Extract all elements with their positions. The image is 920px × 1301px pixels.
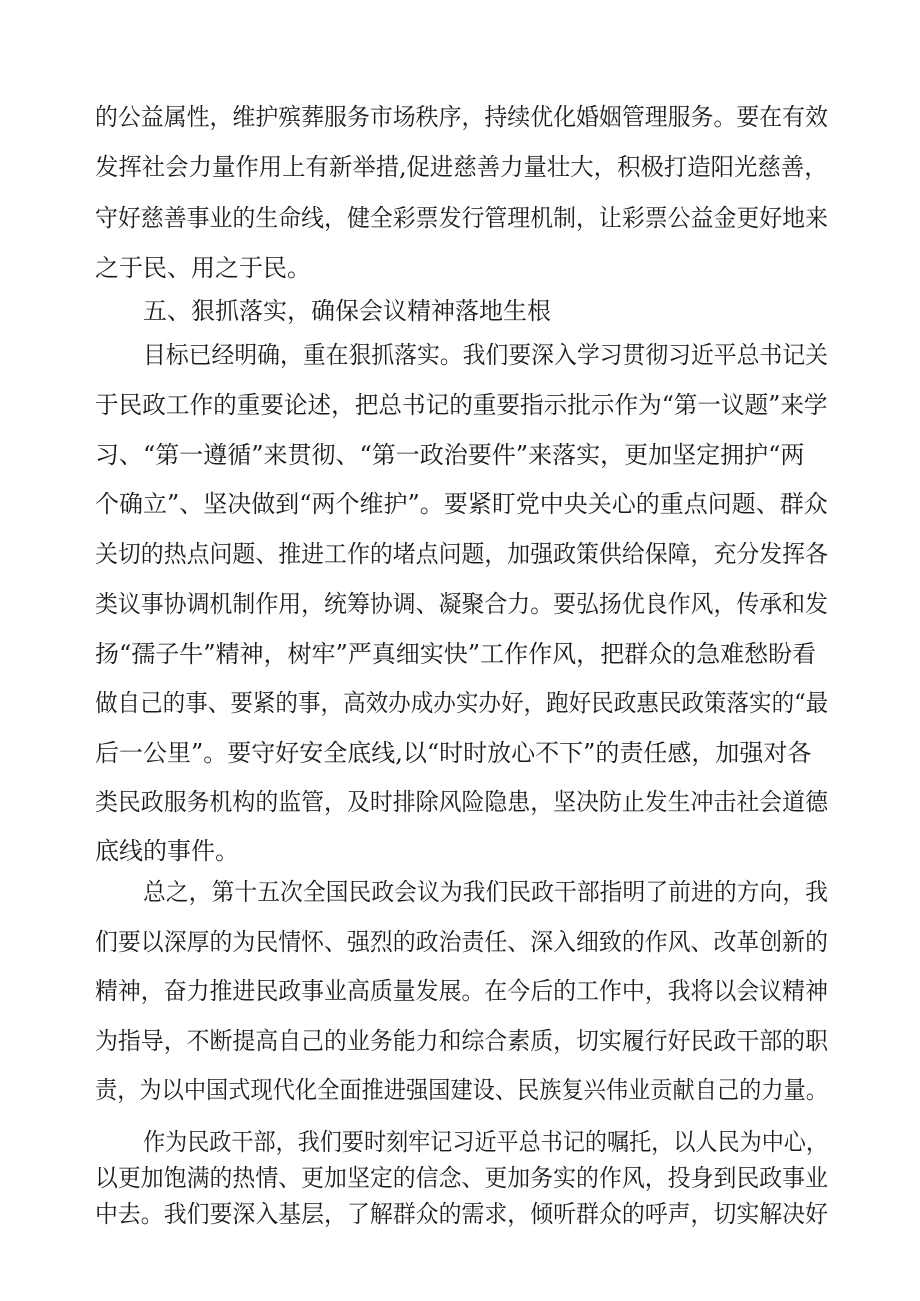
paragraph-line: 中去。我们要深入基层，了解群众的需求，倾听群众的呼声，切实解决好 [95,1200,828,1228]
paragraph-line: 个确立”、坚决做到“两个维护”。要紧盯党中央关心的重点问题、群众 [95,490,828,518]
paragraph-line: 作为民政干部，我们要时刻牢记习近平总书记的嘱托，以人民为中心， [143,1128,829,1156]
paragraph-line: 发挥社会力量作用上有新举措,促进慈善力量壮大，积极打造阳光慈善， [95,153,828,181]
section-heading: 五、狠抓落实，确保会议精神落地生根 [143,297,551,325]
paragraph-line: 总之，第十五次全国民政会议为我们民政干部指明了前进的方向，我 [143,878,829,906]
paragraph-line: 守好慈善事业的生命线，健全彩票发行管理机制，让彩票公益金更好地来 [95,204,828,232]
paragraph-line: 精神，奋力推进民政事业高质量发展。在今后的工作中，我将以会议精神 [95,977,828,1005]
paragraph-line: 于民政工作的重要论述，把总书记的重要指示批示作为“第一议题”来学 [95,391,828,419]
paragraph-line: 习、“第一遵循”来贯彻、“第一政治要件”来落实，更加坚定拥护“两 [95,441,805,469]
paragraph-line: 后一公里”。要守好安全底线,以“时时放心不下”的责任感，加强对各 [95,739,812,767]
paragraph-line: 的公益属性，维护殡葬服务市场秩序，持续优化婚姻管理服务。要在有效 [95,103,828,131]
paragraph-line: 责，为以中国式现代化全面推进强国建设、民族复兴伟业贡献自己的力量。 [95,1076,828,1104]
paragraph-line: 做自己的事、要紧的事，高效办成办实办好，跑好民政惠民政策落实的“最 [95,689,829,717]
paragraph-line: 以更加饱满的热情、更加坚定的信念、更加务实的作风，投身到民政事业 [95,1164,828,1192]
paragraph-line: 之于民、用之于民。 [95,254,311,282]
paragraph-line: 们要以深厚的为民情怀、强烈的政治责任、深入细致的作风、改革创新的 [95,928,828,956]
paragraph-line: 底线的事件。 [95,837,239,865]
paragraph-line: 为指导，不断提高自己的业务能力和综合素质，切实履行好民政干部的职 [95,1027,828,1055]
paragraph-line: 类议事协调机制作用，统筹协调、凝聚合力。要弘扬优良作风，传承和发 [95,590,828,618]
paragraph-line: 扬“孺子牛”精神，树牢”严真细实快”工作作风，把群众的急难愁盼看 [95,640,817,668]
paragraph-line: 类民政服务机构的监管，及时排除风险隐患，坚决防止发生冲击社会道德 [95,788,828,816]
paragraph-line: 关切的热点问题、推进工作的堵点问题，加强政策供给保障，充分发挥各 [95,540,828,568]
paragraph-line: 目标已经明确，重在狠抓落实。我们要深入学习贯彻习近平总书记关 [143,341,829,369]
